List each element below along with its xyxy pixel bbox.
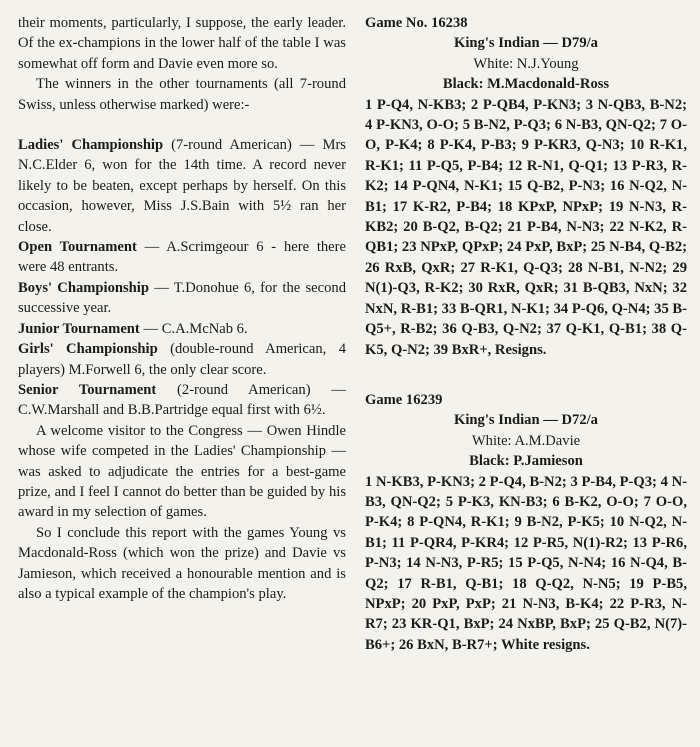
paragraph-visitor: A welcome visitor to the Congress — Owen Hindle whose wife competed in the Ladies' Championship — was asked to adjudicate the entries for a best-game prize, and I feel I cannot do better than be guided by his award in my selection of games.: [18, 422, 346, 521]
game-black-player: Black: M.Macdonald-Ross: [442, 76, 610, 93]
ladies-championship-text: (7-round American) — Mrs N.C.Elder 6, won for the 14th time. A record never likely to be beaten, except perhaps by herself. On this occasion, however, Miss J.S.Bain with 5½ ran her close.: [18, 137, 346, 235]
game-moves: 1 P-Q4, N-KB3; 2 P-QB4, P-KN3; 3 N-QB3, B-N2; 4 P-KN3, O-O; 5 B-N2, P-Q3; 6 N-B3, QN-Q2; 7 O-O, P-K4; 8 P-K4, P-B3; 9 P-KR3, Q-N3; 10 R-K1, R-K1; 11 P-Q5, P-B4; 12 R-N1, Q-Q1; 13 P-R3, R-K2; 14 P-QN4, N-K1; 15 Q-B2, P-N3; 16 N-Q2, N-B1; 17 K-R2, P-B4; 18 KPxP, NPxP; 19 N-N3, R-KB2; 20 B-Q2, B-Q2; 21 P-B4, N-N3; 22 N-K2, R-QB1; 23 NPxP, QPxP; 24 PxP, BxP; 25 N-B4, Q-B2; 26 RxB, QxR; 27 R-K1, Q-Q3; 28 N-B1, N-N2; 29 N(1)-Q3, R-K2; 30 RxR, QxR; 31 B-QB3, NxN; 32 NxN, R-B1; 33 B-QR1, N-K1; 34 P-Q6, Q-N4; 35 B-Q5+, R-B2; 36 Q-B3, Q-N2; 37 Q-K1, Q-B1; 38 Q-K5, Q-N2; 39 BxR+, Resigns.: [365, 96, 687, 358]
girls-championship-entry: [18, 339, 346, 380]
junior-tournament-entry: [18, 319, 346, 339]
paragraph-winners-intro: The winners in the other tournaments (all 7-round Swiss, unless otherwise marked) were:-: [18, 76, 346, 113]
ladies-championship-heading: Ladies' Championship: [18, 137, 164, 154]
game-black-player: Black: P.Jamieson: [469, 453, 583, 470]
open-tournament-heading: Open Tournament: [18, 239, 137, 256]
senior-tournament-text: (2-round American) — C.W.Marshall and B.B.Partridge equal first with 6½.: [18, 381, 346, 419]
open-tournament-text: — A.Scrimgeour 6 - here there were 48 entrants.: [18, 239, 346, 276]
boys-championship-entry: [18, 278, 346, 319]
open-tournament-entry: [18, 237, 346, 278]
senior-tournament-entry: [18, 380, 346, 421]
report-column: [18, 13, 346, 604]
girls-championship-heading: Girls' Championship: [18, 341, 158, 358]
junior-tournament-heading: Junior Tournament: [18, 320, 140, 337]
game-white-player: White: A.M.Davie: [471, 432, 581, 449]
ladies-championship-entry: [18, 135, 346, 237]
girls-championship-text: (double-round American, 4 players) M.Forwell 6, the only clear score.: [18, 341, 347, 378]
paragraph-early-leader: their moments, particularly, I suppose, the early leader. Of the ex-champions in the lower half of the table I was somewhat off form and Davie even more so.: [18, 15, 346, 72]
game-title: Game 16239: [365, 391, 443, 408]
boys-championship-heading: Boys' Championship: [18, 279, 149, 296]
game-moves: 1 N-KB3, P-KN3; 2 P-Q4, B-N2; 3 P-B4, P-Q3; 4 N-B3, QN-Q2; 5 P-K3, KN-B3; 6 B-K2, O-O; 7 O-O, P-K4; 8 P-QN4, R-K1; 9 B-N2, P-K5; 10 N-Q2, N-B1; 11 P-QR4, P-KR4; 12 P-R5, N(1)-R2; 13 P-R6, P-N3; 14 N-N3, P-R5; 15 P-Q5, N-N4; 16 N-Q4, B-Q2; 17 R-B1, Q-B1; 18 Q-Q2, N-N5; 19 P-B5, NPxP; 20 PxP, PxP; 21 N-N3, B-K4; 22 P-R3, N-R7; 23 KR-Q1, BxP; 24 NxBP, BxP; 25 Q-B2, N(7)-B6+; 26 BxN, B-R7+; White resigns.: [365, 473, 687, 653]
paragraph-conclusion: So I conclude this report with the games Young vs Macdonald-Ross (which won the prize) and Davie vs Jamieson, which received a honourable mention and is also a typical example of the champion's play.: [18, 524, 346, 602]
game-white-player: White: N.J.Young: [473, 55, 579, 72]
game-opening: King's Indian — D79/a: [454, 35, 598, 52]
games-column: [365, 13, 687, 655]
game-title: Game No. 16238: [365, 15, 468, 31]
boys-championship-text: — T.Donohue 6, for the second successive year.: [18, 279, 346, 317]
game-16239: [365, 390, 687, 655]
senior-tournament-heading: Senior Tournament: [18, 381, 157, 398]
game-16238: [365, 13, 687, 360]
junior-tournament-text: — C.A.McNab 6.: [139, 320, 248, 337]
game-opening: King's Indian — D72/a: [454, 412, 598, 429]
